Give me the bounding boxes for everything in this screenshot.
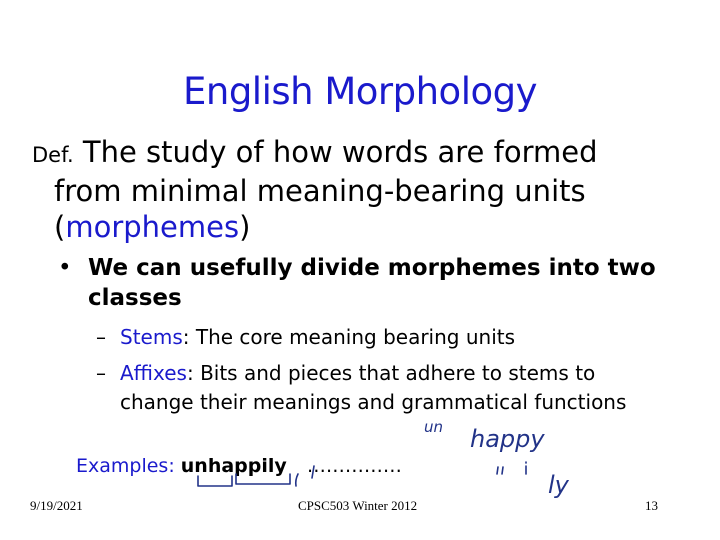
morphemes-term: morphemes [65,210,240,244]
suffix-tick-icon [296,474,298,486]
footer-course: CPSC503 Winter 2012 [298,498,418,513]
example-ellipsis: …………… [306,455,402,477]
definition-label: Def. [32,143,74,167]
stems-definition: : The core meaning bearing units [182,325,516,349]
prefix-bracket-icon [198,476,232,486]
footer-page-number: 13 [645,498,658,513]
examples-label: Examples: [76,455,175,477]
annotation-stem: happy [470,425,545,453]
stems-term: Stems [120,325,183,349]
slide-title: English Morphology [182,70,537,113]
example-word: unhappily [180,455,287,477]
annotation-suffix: ly [548,471,569,499]
affixes-term: Affixes [120,361,187,385]
paren-open: ( [54,210,66,244]
affixes-definition: : Bits and pieces that adhere to stems to change their meanings and grammatical functions [120,361,627,414]
definition-text-1: The study of how words are formed [82,135,598,169]
definition-line-2: from minimal meaning-bearing units [54,174,586,208]
footer-date: 9/19/2021 [30,498,83,513]
dash-icon: – [96,325,106,349]
annotation-prefix: un [424,418,444,436]
paren-close: ) [239,210,251,244]
suffix-tick-icon [312,466,314,478]
stem-bracket-icon [236,474,290,484]
bullet-dot-icon: • [58,255,72,281]
ditto-mark-icon [497,467,503,474]
dash-icon: – [96,361,106,385]
main-bullet-text: We can usefully divide morphemes into two classes [88,255,656,311]
